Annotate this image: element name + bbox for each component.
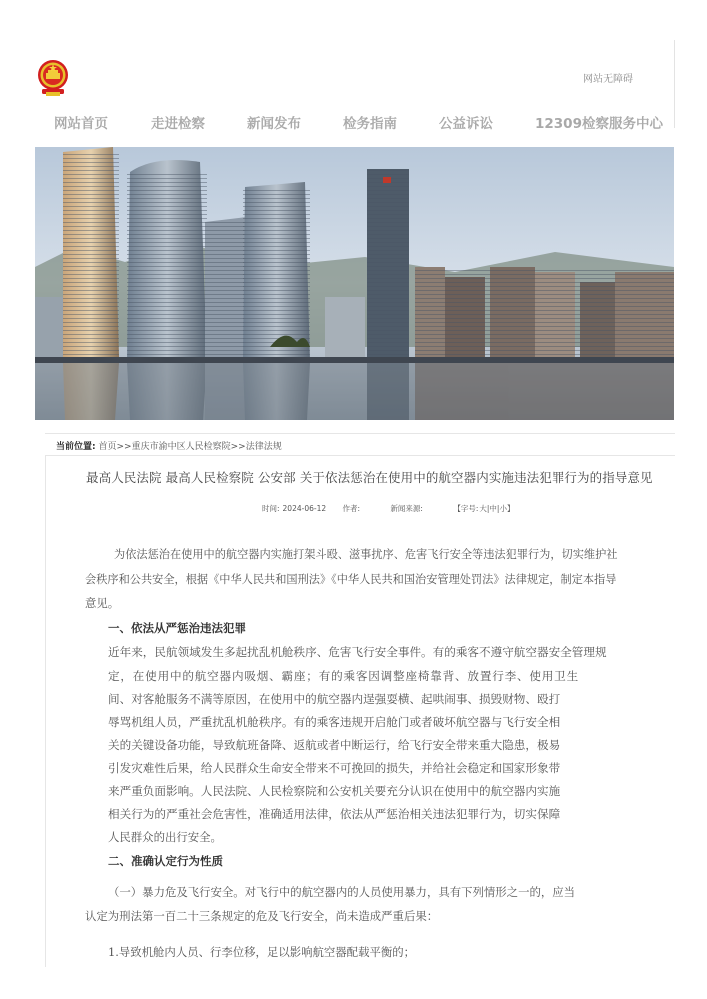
- paragraph-line: （一）暴力危及飞行安全。对飞行中的航空器内的人员使用暴力，具有下列情形之一的，应当: [108, 885, 576, 899]
- section-heading: 一、依法从严惩治违法犯罪: [108, 621, 246, 635]
- paragraph-line: 来严重负面影响。人民法院、人民检察院和公安机关要充分认识在使用中的航空器内实施: [108, 784, 561, 798]
- font-size-large[interactable]: 大: [479, 504, 487, 513]
- city-skyline-banner: [35, 147, 674, 420]
- meta-source-label: 新闻来源:: [390, 504, 423, 513]
- national-emblem-icon: [34, 58, 72, 98]
- meta-time-label: 时间:: [262, 504, 280, 513]
- nav-item-home[interactable]: 网站首页: [54, 116, 108, 132]
- nav-item-about[interactable]: 走进检察: [151, 116, 205, 132]
- paragraph-line: 会秩序和公共安全，根据《中华人民共和国刑法》《中华人民共和国治安管理处罚法》法律规定，制定本指导: [85, 573, 617, 586]
- accessibility-link[interactable]: 网站无障碍: [583, 74, 633, 85]
- breadcrumb-level2[interactable]: 法律法规: [245, 442, 282, 452]
- article-title: 最高人民法院 最高人民检察院 公安部 关于依法惩治在使用中的航空器内实施违法犯罪行为的指导意见: [86, 470, 653, 485]
- paragraph-line: 相关行为的严重社会危害性，准确适用法律，依法从严惩治相关违法犯罪行为，切实保障: [108, 807, 561, 821]
- content-left-border: [45, 455, 46, 967]
- paragraph-line: 辱骂机组人员，严重扰乱机舱秩序。有的乘客违规开启舱门或者破坏航空器与飞行安全相: [108, 715, 561, 729]
- breadcrumb-home[interactable]: 首页: [98, 442, 117, 452]
- paragraph-line: 定，在使用中的航空器内吸烟、霸座；有的乘客因调整座椅靠背、放置行李、使用卫生: [108, 669, 579, 683]
- meta-time-value: 2024-06-12: [282, 504, 327, 513]
- paragraph-line: 引发灾难性后果，给人民群众生命安全带来不可挽回的损失，并给社会稳定和国家形象带: [108, 761, 561, 775]
- meta-author-label: 作者:: [342, 504, 361, 513]
- nav-item-public-litigation[interactable]: 公益诉讼: [439, 116, 493, 132]
- breadcrumb: [45, 433, 675, 456]
- breadcrumb-sep: >>: [116, 442, 132, 452]
- font-size-control: 【字号:大|中|小】: [453, 504, 515, 513]
- paragraph-line: 认定为刑法第一百二十三条规定的危及飞行安全，尚未造成严重后果：: [85, 909, 439, 923]
- nav-item-service-center[interactable]: 12309检察服务中心: [535, 116, 663, 132]
- site-header: [0, 0, 707, 104]
- font-size-small[interactable]: 小: [499, 504, 507, 513]
- paragraph-line: 为依法惩治在使用中的航空器内实施打架斗殴、滋事扰序、危害飞行安全等违法犯罪行为，切实维护社: [114, 548, 618, 561]
- nav-item-news[interactable]: 新闻发布: [247, 116, 301, 132]
- font-size-medium[interactable]: 中: [489, 504, 497, 513]
- meta-time: [262, 504, 326, 513]
- breadcrumb-sep: >>: [230, 442, 246, 452]
- paragraph-line: 人民群众的出行安全。: [108, 830, 222, 844]
- header-divider: [674, 40, 675, 128]
- paragraph-line: 间、对客舱服务不满等原因，在使用中的航空器内逞强耍横、起哄闹事、损毁财物、殴打: [108, 692, 561, 706]
- breadcrumb-level1[interactable]: 重庆市渝中区人民检察院: [131, 442, 231, 452]
- paragraph-line: 关的关键设备功能，导致航班备降、返航或者中断运行，给飞行安全带来重大隐患，极易: [108, 738, 561, 752]
- content-divider: [45, 455, 675, 456]
- article-meta: [262, 503, 514, 514]
- nav-item-guide[interactable]: 检务指南: [343, 116, 397, 132]
- paragraph-line: 意见。: [85, 596, 120, 610]
- section-heading: 二、准确认定行为性质: [108, 854, 223, 868]
- paragraph-line: 1.导致机舱内人员、行李位移，足以影响航空器配载平衡的；: [108, 945, 416, 959]
- paragraph-line: 近年来，民航领域发生多起扰乱机舱秩序、危害飞行安全事件。有的乘客不遵守航空器安全管理规: [108, 645, 607, 659]
- breadcrumb-label: 当前位置:: [56, 442, 96, 452]
- font-size-label: 【字号:: [453, 504, 479, 513]
- font-size-close: 】: [506, 504, 515, 513]
